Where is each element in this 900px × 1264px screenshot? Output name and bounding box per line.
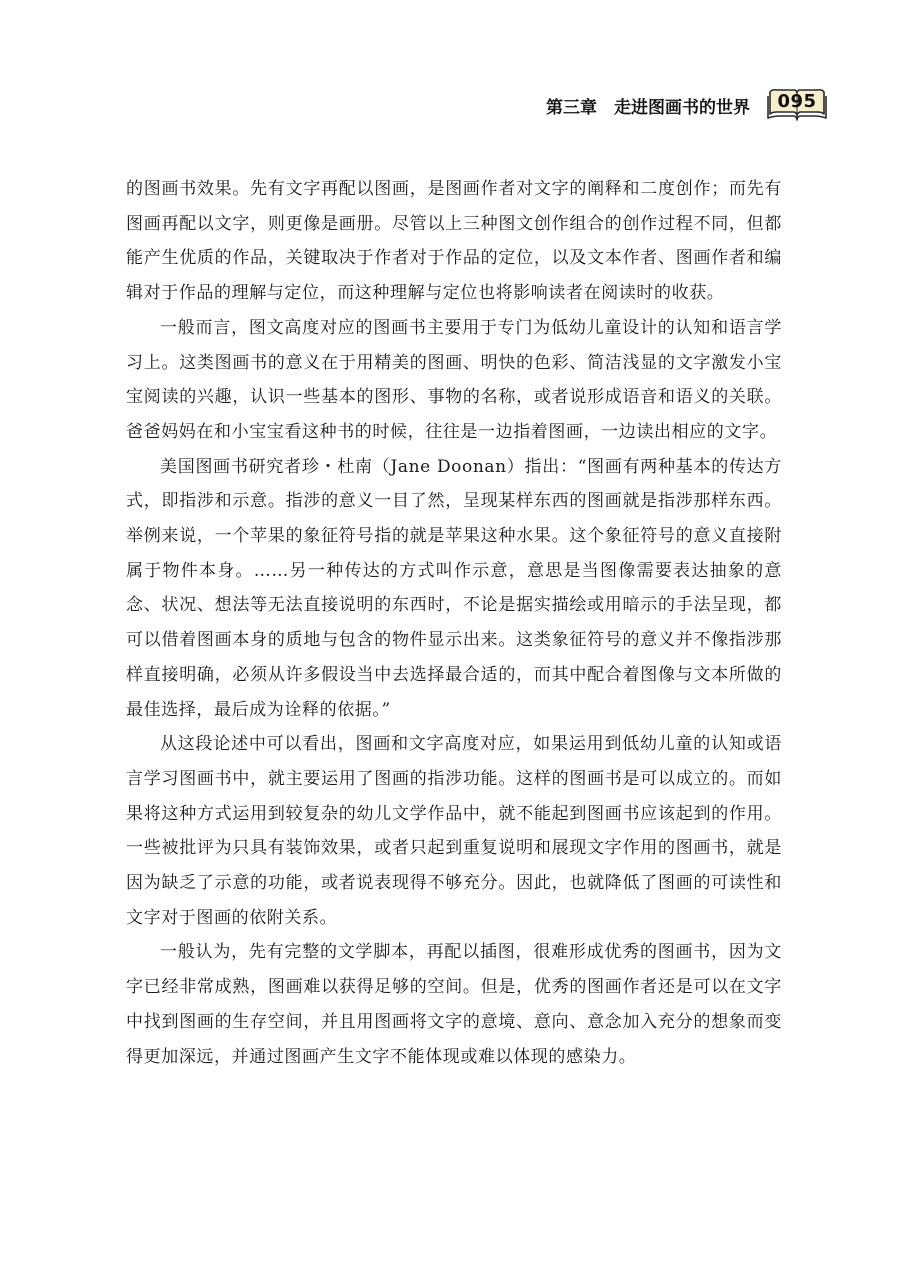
paragraph-3-quotation: 美国图画书研究者珍・杜南（Jane Doonan）指出：“图画有两种基本的传达方式，即指涉和示意。指涉的意义一目了然，呈现某样东西的图画就是指涉那样东西。举例来说，一个苹果的象征符号指的就是苹果这种水果。这个象征符号的意义直接附属于物件本身。……另一种传达的方式叫作示意，意思是当图像需要表达抽象的意念、状况、想法等无法直接说明的东西时，不论是据实描绘或用暗示的手法呈现，都可以借着图画本身的质地与包含的物件显示出来。这类象征符号的意义并不像指涉那样直接明确，必须从许多假设当中去选择最合适的，而其中配合着图像与文本所做的最佳选择，最后成为诠释的依据。” [126,456,782,720]
page-number-badge [766,88,828,122]
running-header [546,88,828,122]
paragraph-5: 一般认为，先有完整的文学脚本，再配以插图，很难形成优秀的图画书，因为文字已经非常成熟，图画难以获得足够的空间。但是，优秀的图画作者还是可以在文字中找到图画的生存空间，并且用图画将文字的意境、意向、意念加入充分的想象而变得更加深远，并通过图画产生文字不能体现或难以体现的感染力。 [126,942,782,1067]
chapter-title: 第三章 走进图画书的世界 [546,97,750,118]
body-text [126,172,782,1074]
page-number: 095 [777,91,817,112]
paragraph-1: 的图画书效果。先有文字再配以图画，是图画作者对文字的阐释和二度创作；而先有图画再配以文字，则更像是画册。尽管以上三种图文创作组合的创作过程不同，但都能产生优质的作品，关键取决于作者对于作品的定位，以及文本作者、图画作者和编辑对于作品的理解与定位，而这种理解与定位也将影响读者在阅读时的收获。 [126,179,782,304]
paragraph-4: 从这段论述中可以看出，图画和文字高度对应，如果运用到低幼儿童的认知或语言学习图画书中，就主要运用了图画的指涉功能。这样的图画书是可以成立的。而如果将这种方式运用到较复杂的幼儿文学作品中，就不能起到图画书应该起到的作用。一些被批评为只具有装饰效果，或者只起到重复说明和展现文字作用的图画书，就是因为缺乏了示意的功能，或者说表现得不够充分。因此，也就降低了图画的可读性和文字对于图画的依附关系。 [126,734,782,928]
paragraph-2: 一般而言，图文高度对应的图画书主要用于专门为低幼儿童设计的认知和语言学习上。这类图画书的意义在于用精美的图画、明快的色彩、简洁浅显的文字激发小宝宝阅读的兴趣，认识一些基本的图形、事物的名称，或者说形成语音和语义的关联。爸爸妈妈在和小宝宝看这种书的时候，往往是一边指着图画，一边读出相应的文字。 [126,317,782,442]
